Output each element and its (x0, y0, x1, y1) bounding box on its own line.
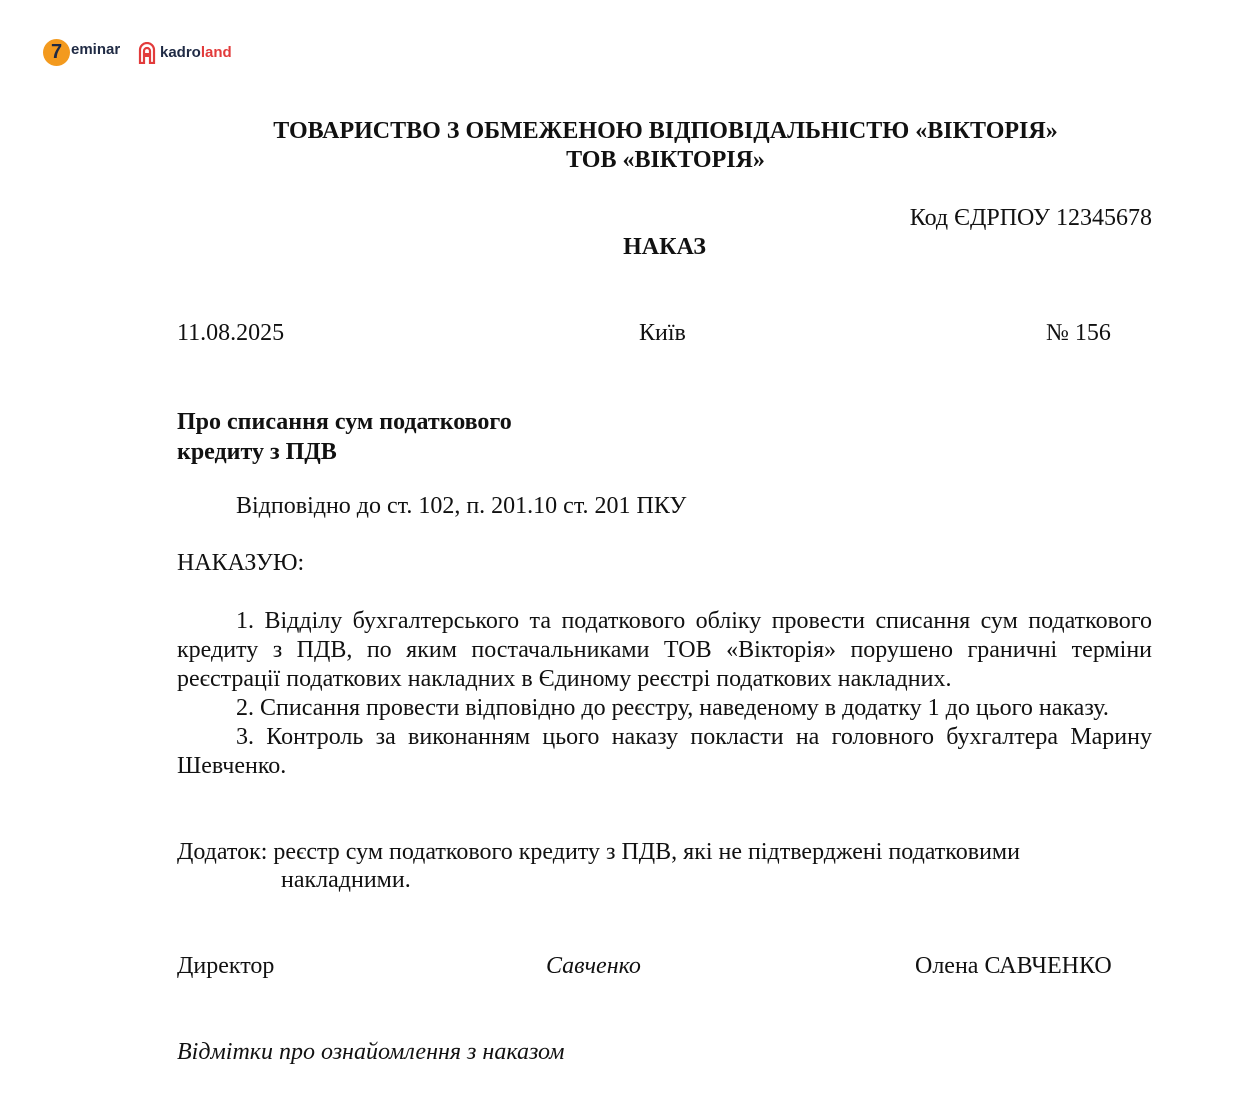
kadroland-logo-accent: land (200, 44, 232, 61)
seminar-logo-text: eminar (71, 41, 121, 58)
handwritten-signature: Савченко (546, 953, 641, 979)
kadroland-logo-main: kadro (160, 44, 201, 61)
seminar-logo-icon (43, 39, 70, 66)
kadroland-logo-text (160, 44, 232, 61)
legal-basis: Відповідно до ст. 102, п. 201.10 ст. 201 ПКУ (236, 493, 687, 519)
order-subject (177, 407, 512, 467)
order-item: 2. Списання провести відповідно до реєстру, наведеному в додатку 1 до цього наказу. (236, 695, 1109, 721)
document-type: НАКАЗ (623, 234, 706, 260)
acknowledgement-note: Відмітки про ознайомлення з наказом (177, 1039, 565, 1065)
annex-line-1: Додаток: реєстр сум податкового кредиту з ПДВ, які не підтверджені податковими (177, 839, 1020, 865)
order-date: 11.08.2025 (177, 320, 285, 346)
annex-line-2: накладними. (281, 867, 411, 893)
order-keyword: НАКАЗУЮ: (177, 550, 305, 576)
subject-line-2: кредиту з ПДВ (177, 439, 337, 465)
signatory-name: Олена САВЧЕНКО (915, 953, 1112, 979)
org-short-name: ТОВ «ВІКТОРІЯ» (566, 147, 765, 173)
subject-line-1: Про списання сум податкового (177, 409, 512, 435)
org-full-name: ТОВАРИСТВО З ОБМЕЖЕНОЮ ВІДПОВІДАЛЬНІСТЮ «ВІКТОРІЯ» (273, 118, 1058, 144)
edrpou-code: Код ЄДРПОУ 12345678 (909, 205, 1152, 231)
order-item: 1. Відділу бухгалтерського та податкового обліку провести списання сум податкового кредиту з ПДВ, по яким постачальниками ТОВ «Вікторія» порушено граничні терміни реєстрації податкових накладних в Єдиному реєстрі податкових накладних. (177, 608, 1152, 692)
kadroland-logo-icon (137, 42, 157, 64)
order-item: 3. Контроль за виконанням цього наказу покласти на головного бухгалтера Марину Шевченко. (177, 724, 1152, 779)
order-number: № 156 (1046, 320, 1111, 346)
order-items (177, 607, 1152, 781)
seminar-logo-digit: 7 (50, 41, 63, 63)
signatory-role: Директор (177, 953, 275, 979)
order-city: Київ (639, 320, 686, 346)
